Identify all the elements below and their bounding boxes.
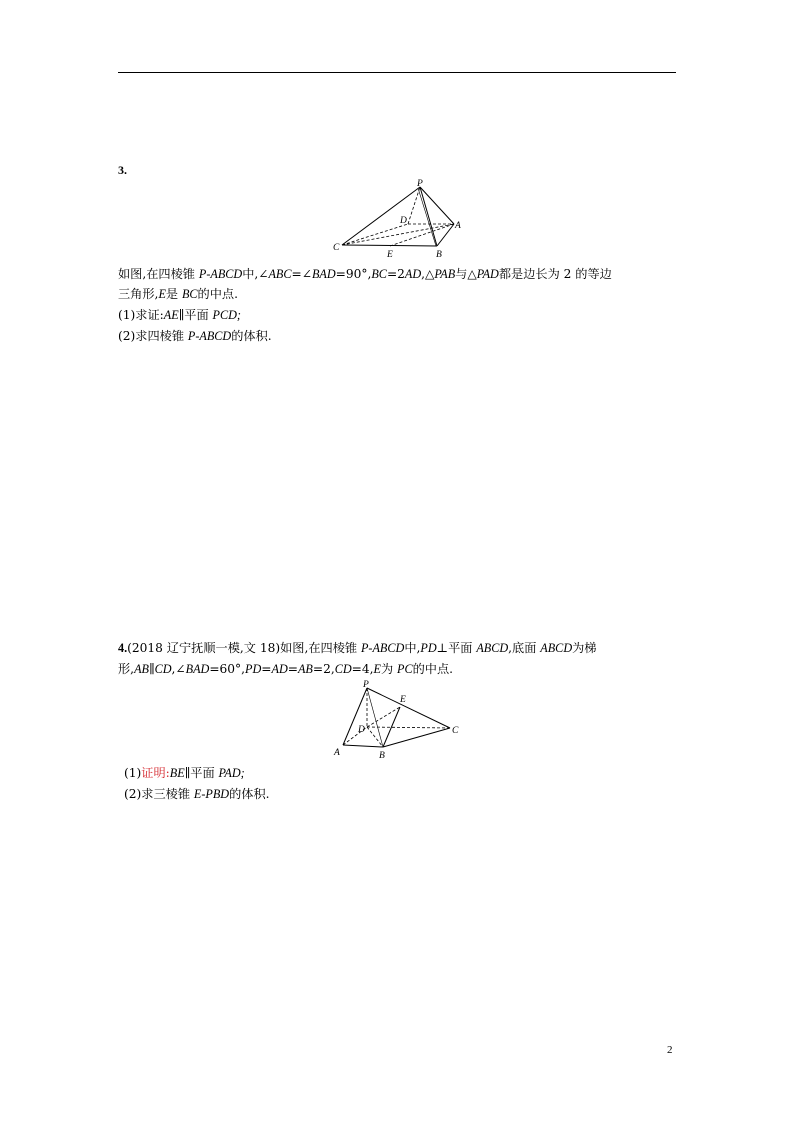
label-d: D bbox=[400, 216, 407, 226]
problem-3-number: 3. bbox=[118, 163, 127, 177]
problem-3-part-1: (1)求证:AE∥平面 PCD; bbox=[118, 308, 241, 322]
label-c: C bbox=[333, 243, 340, 253]
label-c: C bbox=[452, 726, 459, 736]
problem-4-number: 4. bbox=[118, 641, 128, 655]
label-p: P bbox=[417, 179, 423, 189]
problem-4-figure bbox=[330, 680, 465, 760]
problem-3-statement-line-2: 三角形,E是 BC的中点. bbox=[118, 287, 238, 301]
pyramid-diagram-3 bbox=[328, 180, 468, 260]
label-p: P bbox=[363, 680, 369, 690]
problem-4-part-2: (2)求三棱锥 E-PBD的体积. bbox=[124, 787, 270, 801]
problem-3-figure bbox=[328, 180, 468, 260]
header-rule bbox=[118, 72, 676, 73]
problem-4-line-2: 形,AB∥CD,∠BAD=60°,PD=AD=AB=2,CD=4,E为 PC的中点. bbox=[118, 662, 454, 676]
problem-3-part-2: (2)求四棱锥 P-ABCD的体积. bbox=[118, 329, 272, 343]
proof-label: 证明: bbox=[141, 766, 170, 780]
pyramid-diagram-4 bbox=[330, 680, 465, 760]
problem-4-part-1: (1)证明:BE∥平面 PAD; bbox=[124, 766, 245, 780]
label-e: E bbox=[387, 250, 393, 260]
problem-4-line-1: 4.(2018 辽宁抚顺一模,文 18)如图,在四棱锥 P-ABCD中,PD⊥平面 ABCD,底面 ABCD为梯 bbox=[118, 641, 597, 655]
label-e: E bbox=[400, 695, 406, 705]
label-a: A bbox=[334, 748, 340, 758]
label-b: B bbox=[436, 250, 442, 260]
problem-3-statement-line-1: 如图,在四棱锥 P-ABCD中,∠ABC=∠BAD=90°,BC=2AD,△PAB与△PAD都是边长为 2 的等边 bbox=[118, 267, 612, 281]
label-b: B bbox=[379, 751, 385, 761]
label-a: A bbox=[455, 221, 461, 231]
label-d: D bbox=[358, 725, 365, 735]
page-number: 2 bbox=[667, 1044, 673, 1056]
